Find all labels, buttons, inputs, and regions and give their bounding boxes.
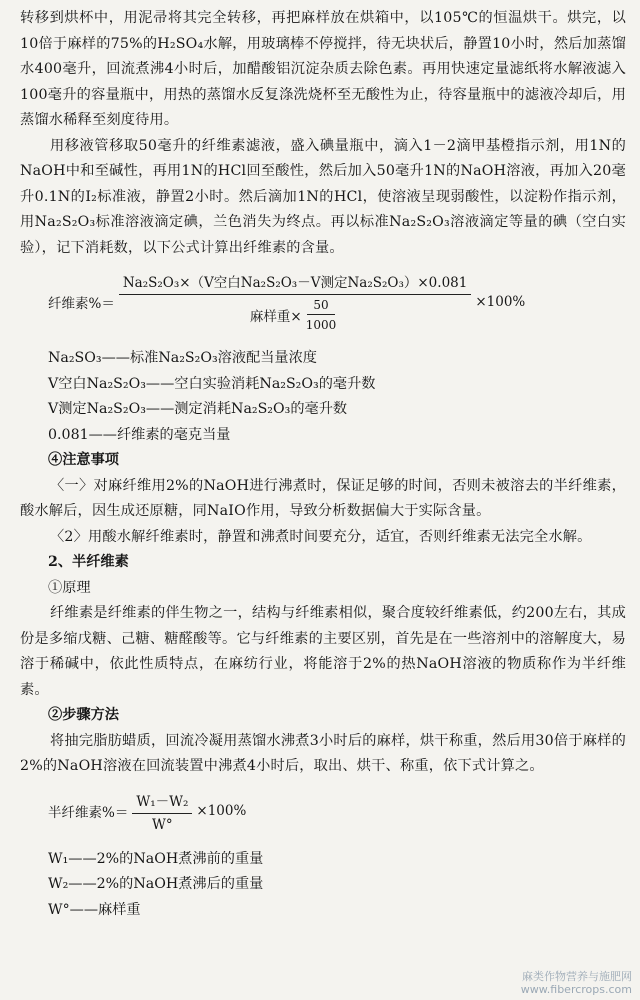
formula-numerator: Na₂S₂O₃×（V空白Na₂S₂O₃－V测定Na₂S₂O₃）×0.081 <box>119 271 472 295</box>
definition-item: Na₂SO₃——标准Na₂S₂O₃溶液配当量浓度 <box>48 350 317 366</box>
watermark-line-2: www.fibercrops.com <box>520 983 632 996</box>
definition-item: V空白Na₂S₂O₃——空白实验消耗Na₂S₂O₃的毫升数 <box>48 375 376 392</box>
definition-item: W°——麻样重 <box>48 901 141 918</box>
paragraph-3: 纤维素是纤维素的伴生物之一，结构与纤维素相似，聚合度较纤维素低，约200左右，其成份是多缩戊糖、己糖、糖醛酸等。它与纤维素的主要区别，首先是在一些溶剂中的溶解度大，易溶于稀碱中，依此性质特点，在麻纺行业，将能溶于2%的热NaOH溶液的物质称作为半纤维素。 <box>20 605 626 698</box>
formula-hemicellulose <box>48 790 626 833</box>
formula-fraction <box>119 271 472 332</box>
formula2-numerator: W₁－W₂ <box>132 790 192 814</box>
inner-fraction <box>306 298 337 332</box>
heading-steps: ②步骤方法 <box>48 707 119 723</box>
watermark <box>521 970 632 996</box>
heading-notes: ④注意事项 <box>48 452 119 468</box>
definition-item: W₁——2%的NaOH煮沸前的重量 <box>48 850 264 867</box>
formula2-suffix: ×100% <box>196 803 247 819</box>
formula-denominator <box>250 295 340 332</box>
formula2-fraction <box>132 790 192 833</box>
heading-section-2: 2、半纤维素 <box>48 554 129 570</box>
definition-item: 0.081——纤维素的毫克当量 <box>48 426 231 443</box>
paragraph-2: 用移液管移取50毫升的纤维素滤液，盛入碘量瓶中，滴入1－2滴甲基橙指示剂，用1N的NaOH中和至碱性，再用1N的HCl回至酸性，然后加入50毫升1N的NaOH溶液，再加入20毫升0.1N的I₂标准液，静置2小时。然后滴加1N的HCl，使溶液呈现弱酸性，以淀粉作指示剂，用Na₂S₂O₃标准溶液滴定碘，兰色消失为终点。再以标准Na₂S₂O₃溶液滴定等量的碘（空白实验），记下消耗数，以下公式计算出纤维素的含量。 <box>20 137 626 256</box>
formula2-label: 半纤维素%＝ <box>48 805 129 821</box>
watermark-line-1: 麻类作物营养与施肥网 <box>522 970 632 983</box>
paragraph-4: 将抽完脂肪蜡质，回流冷凝用蒸馏水沸煮3小时后的麻样，烘干称重，然后用30倍于麻样的2%的NaOH溶液在回流装置中沸煮4小时后，取出、烘干、称重，依下式计算之。 <box>20 732 626 774</box>
formula-suffix: ×100% <box>475 293 526 310</box>
definition-item: V测定Na₂S₂O₃——测定消耗Na₂S₂O₃的毫升数 <box>48 401 348 417</box>
denominator-prefix: 麻样重× <box>249 309 302 325</box>
formula-cellulose <box>48 271 626 332</box>
formula2-denominator: W° <box>152 816 173 833</box>
definition-item: W₂——2%的NaOH煮沸后的重量 <box>48 876 264 892</box>
heading-principle: ①原理 <box>48 579 91 596</box>
inner-denominator: 1000 <box>305 318 337 332</box>
formula-label: 纤维素%＝ <box>48 295 115 312</box>
note-2: 〈2〉用酸水解纤维素时，静置和沸煮时间要充分，适宜，否则纤维素无法完全水解。 <box>50 528 592 545</box>
note-1: 〈一〉对麻纤维用2%的NaOH进行沸煮时，保证足够的时间，否则未被溶去的半纤维素，酸水解后，因生成还原糖，同NaIO作用，导致分析数据偏大于实际含量。 <box>20 477 626 519</box>
paragraph-1: 转移到烘杯中，用泥帚将其完全转移，再把麻样放在烘箱中，以105℃的恒温烘干。烘完，以10倍于麻样的75%的H₂SO₄水解，用玻璃棒不停搅拌，待无块状后，静置10小时，然后加蒸馏水400毫升，回流煮沸4小时后，加醋酸铝沉淀杂质去除色素。再用快速定量滤纸将水解液滤入100毫升的容量瓶中，用热的蒸馏水反复涤洗烧杯至无酸性为止，待容量瓶中的滤液冷却后，用蒸馏水稀释至刻度待用。 <box>20 10 626 128</box>
inner-numerator: 50 <box>307 298 334 315</box>
